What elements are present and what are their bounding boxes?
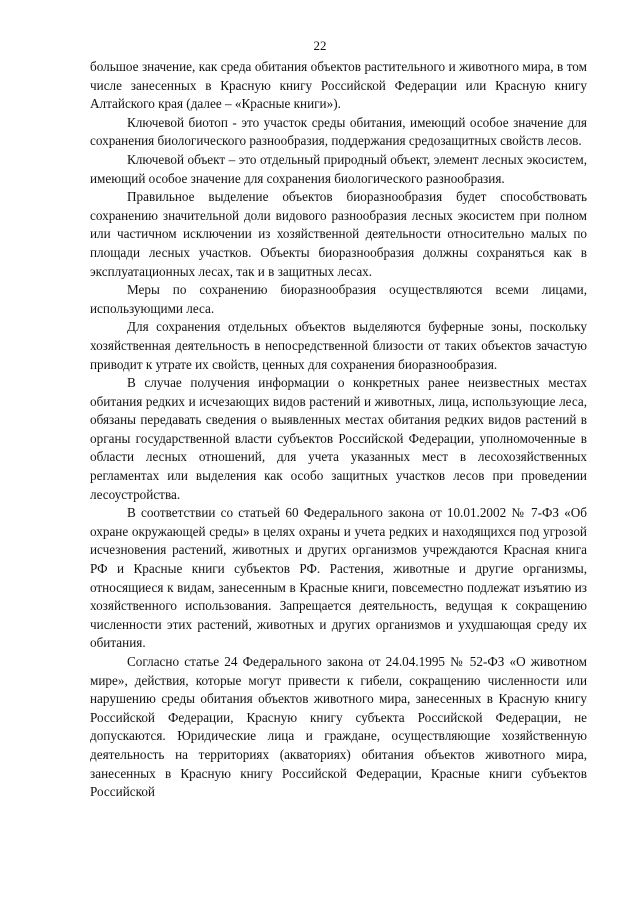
paragraph-key-biotope: Ключевой биотоп - это участок среды обитания, имеющий особое значение для сохранения биологического разнообразия, поддержания средозащитных свойств лесов. — [90, 114, 587, 149]
paragraph-conservation-measures: Меры по сохранению биоразнообразия осуществляются всеми лицами, использующими леса. — [90, 282, 587, 316]
paragraph-biodiversity-selection: Правильное выделение объектов биоразнообразия будет способствовать сохранению значительной доли видового разнообразия лесных экосистем при полном или частичном исключении из хозяйственной деятельности относительно малых по площади лесных участков. Объекты биоразнообразия должны сохраняться как в эксплуатационных лесах, так и в защитных лесах. — [90, 189, 587, 279]
paragraph-buffer-zones: Для сохранения отдельных объектов выделяются буферные зоны, поскольку хозяйственная деятельность в непосредственной близости от таких объектов зачастую приводит к утрате их свойств, ценных для сохранения биоразнообразия. — [90, 319, 587, 372]
paragraph-continuation: большое значение, как среда обитания объектов растительного и животного мира, в том числе занесенных в Красную книгу Российской Федерации или Красную книгу Алтайского края (далее – «Красные книги»). — [90, 59, 587, 112]
page-number: 22 — [313, 38, 327, 53]
document-body — [90, 58, 587, 802]
paragraph-wildlife-law: Согласно статье 24 Федерального закона от 24.04.1995 № 52-ФЗ «О животном мире», действия, которые могут привести к гибели, сокращению численности или нарушению среды обитания объектов животного мира, занесенных в Красную книгу Российской Федерации, Красную книгу субъекта Российской Федерации, не допускаются. Юридические лица и граждане, осуществляющие хозяйственную деятельность на территориях (акваториях) обитания объектов животного мира, занесенных в Красную книгу Российской Федерации, Красные книги субъектов Российской — [90, 654, 587, 800]
paragraph-rare-species-info: В случае получения информации о конкретных ранее неизвестных местах обитания редких и исчезающих видов растений и животных, лица, использующие леса, обязаны передавать сведения о выявленных местах обитания редких видов растений в органы государственной власти субъектов Российской Федерации, уполномоченные в области лесных отношений, для учета указанных мест в лесохозяйственных регламентах или выделения как особо защитных участков лесов при проведении лесоустройства. — [90, 375, 587, 502]
paragraph-key-object: Ключевой объект – это отдельный природный объект, элемент лесных экосистем, имеющий особое значение для сохранения биологического разнообразия. — [90, 151, 587, 186]
paragraph-environment-law: В соответствии со статьей 60 Федерального закона от 10.01.2002 № 7-ФЗ «Об охране окружающей среды» в целях охраны и учета редких и находящихся под угрозой исчезновения растений, животных и других организмов учреждаются Красная книга РФ и Красные книги субъектов РФ. Растения, животные и другие организмы, относящиеся к видам, занесенным в Красные книги, повсеместно подлежат изъятию из хозяйственного использования. Запрещается деятельность, ведущая к сокращению численности этих растений, животных и других организмов и ухудшающая среду их обитания. — [90, 505, 587, 651]
